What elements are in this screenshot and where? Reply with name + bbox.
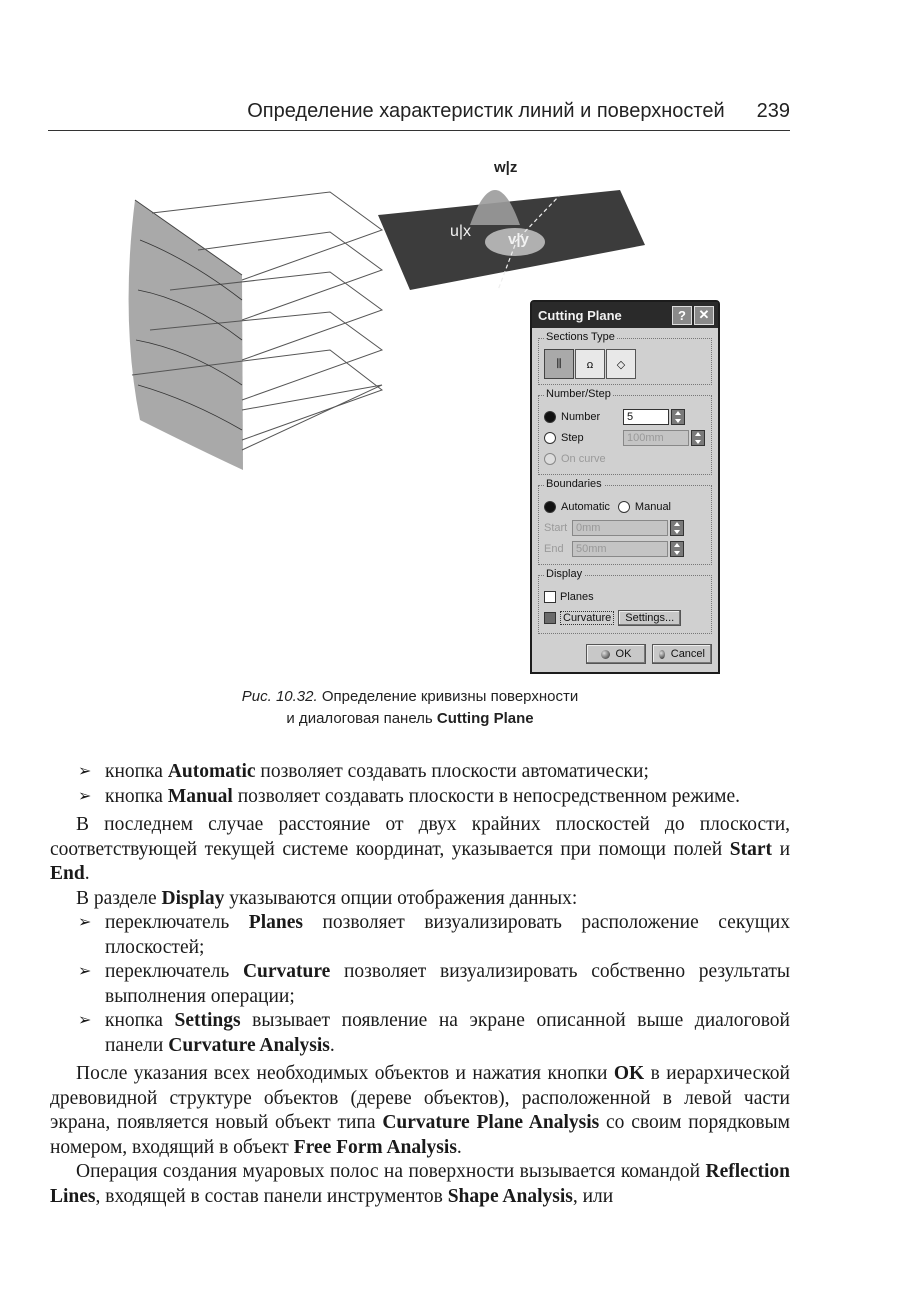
ok-button[interactable]: [586, 644, 646, 664]
number-step-group: [538, 388, 712, 475]
dialog-titlebar[interactable]: [532, 302, 718, 328]
axis-label-u-x: u|x: [450, 223, 472, 240]
sections-type-label: Sections Type: [546, 331, 615, 343]
display-label: Display: [546, 568, 583, 580]
number-step-label: Number/Step: [546, 388, 611, 400]
shapes-section-icon[interactable]: ◇: [606, 349, 636, 379]
start-label: Start: [544, 521, 568, 534]
figure-10-32: [100, 150, 730, 680]
start-field[interactable]: 0mm: [572, 520, 668, 536]
curvature-checkbox[interactable]: [544, 612, 556, 624]
caption-line-1: Определение кривизны поверхности: [317, 688, 579, 705]
sections-type-group: [538, 331, 712, 385]
end-field[interactable]: 50mm: [572, 541, 668, 557]
number-field[interactable]: 5: [623, 409, 669, 425]
automatic-radio[interactable]: [544, 501, 556, 513]
ok-label: OK: [615, 648, 632, 660]
chapter-title: Определение характеристик линий и поверхностей: [247, 100, 725, 122]
figure-caption: [200, 686, 620, 730]
step-radio[interactable]: [544, 432, 556, 444]
number-spinner[interactable]: [671, 409, 685, 425]
caption-line-2: и диалоговая панель: [286, 710, 437, 727]
bullet-item: ➢ кнопка Manual позволяет создавать плоскости в непосредственном режиме.: [50, 785, 790, 810]
step-field[interactable]: 100mm: [623, 430, 689, 446]
manual-radio[interactable]: [618, 501, 630, 513]
planes-checkbox[interactable]: [544, 591, 556, 603]
settings-button[interactable]: Settings...: [618, 610, 681, 626]
paragraph: В разделе Display указываются опции отображения данных:: [76, 887, 578, 909]
ok-icon: [601, 650, 610, 659]
bullet-item: ➢ переключатель Curvature позволяет визуализировать собственно результаты выполнения операции;: [78, 961, 790, 1007]
curved-surface: [129, 200, 243, 470]
bullet-item: ➢ кнопка Automatic позволяет создавать плоскости автоматически;: [50, 760, 790, 785]
body-text: [50, 760, 790, 1209]
planes-section-icon[interactable]: ⫼: [544, 349, 574, 379]
on-curve-label: On curve: [561, 452, 606, 465]
manual-label: Manual: [634, 500, 671, 513]
start-spinner[interactable]: [670, 520, 684, 536]
bullet-item: ➢ переключатель Planes позволяет визуализировать расположение секущих плоскостей;: [78, 912, 790, 958]
close-button[interactable]: ✕: [694, 306, 714, 325]
cancel-button[interactable]: [652, 644, 712, 664]
bullet-arrow-icon: ➢: [78, 914, 92, 931]
on-curve-radio[interactable]: [544, 453, 556, 465]
bullet-arrow-icon: ➢: [78, 1012, 92, 1029]
boundaries-group: [538, 478, 712, 565]
paragraph: После указания всех необходимых объектов и нажатия кнопки OK в иерархической древовидной структуре объектов (дереве объектов), расположенной в левой части экрана, появляется новый объект типа Curvature Plane Analysis со своим порядковым номером, входящий в объект Free Form Analysis.: [50, 1063, 790, 1158]
end-label: End: [544, 542, 564, 555]
bullet-item: ➢ кнопка Settings вызывает появление на экране описанной выше диалоговой панели Curvature Analysis.: [78, 1010, 790, 1056]
display-group: [538, 568, 712, 634]
paragraph: В последнем случае расстояние от двух крайних плоскостей до плоскости, соответствующей текущей системе координат, указывается при помощи полей Start и End.: [50, 814, 791, 884]
cancel-icon: [659, 650, 665, 659]
help-button[interactable]: ?: [672, 306, 692, 325]
planes-label: Planes: [560, 590, 594, 603]
number-label: Number: [561, 410, 601, 423]
curve-section-icon[interactable]: ꭥ: [575, 349, 605, 379]
end-spinner[interactable]: [670, 541, 684, 557]
axis-label-w-z: w|z: [494, 159, 518, 176]
compass-dome: [470, 190, 520, 225]
dialog-title: Cutting Plane: [538, 307, 622, 323]
step-label: Step: [561, 431, 584, 444]
figure-ref: Рис. 10.32.: [241, 688, 318, 705]
step-spinner[interactable]: [691, 430, 705, 446]
page-number: 239: [756, 100, 790, 122]
curvature-label: Curvature: [560, 611, 614, 625]
number-radio[interactable]: [544, 411, 556, 423]
caption-bold-term: Cutting Plane: [436, 710, 534, 727]
bullet-arrow-icon: ➢: [78, 763, 92, 780]
cutting-plane-dialog: [530, 300, 720, 674]
cancel-label: Cancel: [670, 648, 705, 660]
bullet-arrow-icon: ➢: [78, 787, 92, 805]
running-header: [48, 100, 790, 131]
bullet-arrow-icon: ➢: [78, 963, 92, 980]
automatic-label: Automatic: [561, 500, 610, 513]
paragraph: Операция создания муаровых полос на поверхности вызывается командой Reflection Lines, входящей в состав панели инструментов Shape Analysis, или: [50, 1161, 790, 1207]
boundaries-label: Boundaries: [546, 478, 602, 490]
axis-label-v-y: v|y: [508, 231, 529, 248]
